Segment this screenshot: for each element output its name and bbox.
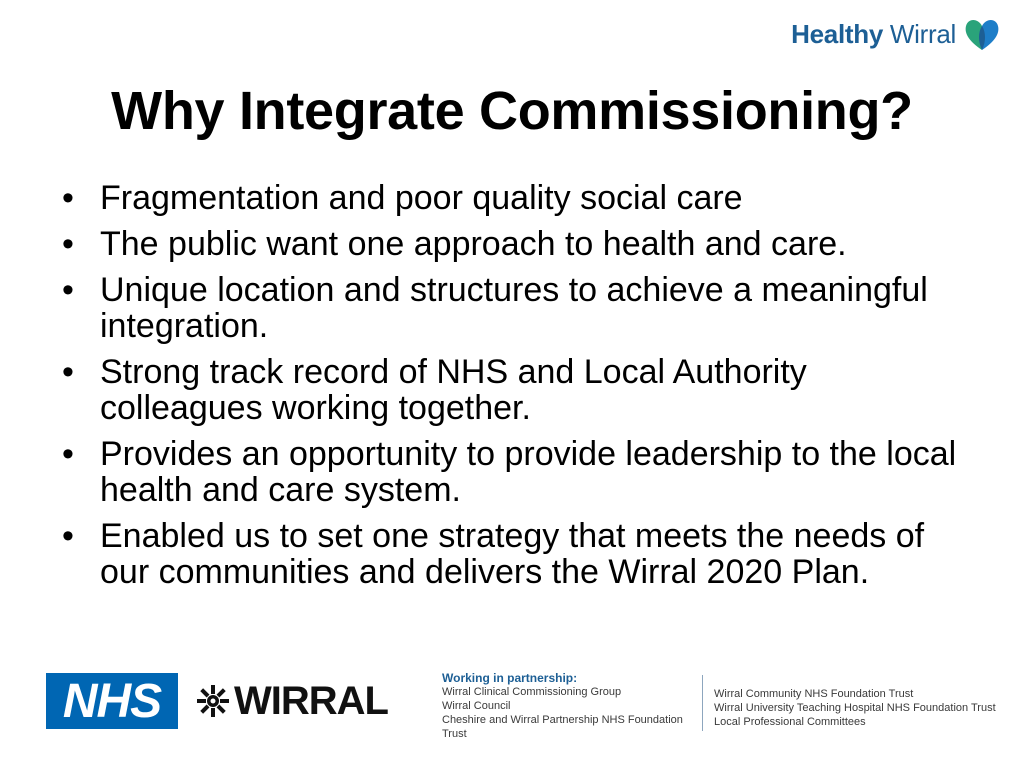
partner-name: Wirral Council bbox=[442, 700, 511, 712]
bullet-list bbox=[58, 180, 978, 600]
bullet-text: Strong track record of NHS and Local Authority colleagues working together. bbox=[100, 353, 807, 427]
bullet-text: The public want one approach to health and care. bbox=[100, 225, 847, 263]
bullet-dot: • bbox=[62, 435, 74, 473]
bullet-item bbox=[58, 518, 978, 590]
brand-word-wirral: Wirral bbox=[889, 18, 956, 49]
bullet-text: Unique location and structures to achieve a meaningful integration. bbox=[100, 271, 928, 345]
wirral-council-logo bbox=[196, 677, 388, 725]
wirral-wordmark: WIRRAL bbox=[234, 678, 388, 723]
heart-leaf-icon bbox=[962, 14, 1002, 54]
partnership-column-1 bbox=[442, 671, 702, 741]
bullet-item bbox=[58, 226, 978, 262]
bullet-dot: • bbox=[62, 353, 74, 391]
wirral-emblem-icon bbox=[196, 684, 230, 718]
partner-name: Cheshire and Wirral Partnership NHS Foundation Trust bbox=[442, 714, 683, 740]
healthy-wirral-logo bbox=[791, 14, 1002, 54]
partner-name: Wirral Clinical Commissioning Group bbox=[442, 686, 622, 698]
nhs-logo: NHS bbox=[46, 673, 178, 729]
brand-text bbox=[791, 19, 956, 50]
bullet-item bbox=[58, 436, 978, 508]
bullet-item bbox=[58, 180, 978, 216]
brand-word-healthy: Healthy bbox=[791, 18, 883, 49]
slide-title: Why Integrate Commissioning? bbox=[111, 81, 913, 141]
partnership-heading: Working in partnership: bbox=[442, 671, 578, 685]
partner-name: Local Professional Committees bbox=[714, 716, 866, 728]
partnership-column-2 bbox=[714, 687, 1014, 729]
footer bbox=[0, 655, 1024, 768]
bullet-item bbox=[58, 354, 978, 426]
partnership-divider bbox=[702, 675, 703, 731]
partner-name: Wirral University Teaching Hospital NHS Foundation Trust bbox=[714, 702, 996, 714]
bullet-dot: • bbox=[62, 517, 74, 555]
partner-name: Wirral Community NHS Foundation Trust bbox=[714, 688, 914, 700]
bullet-text: Fragmentation and poor quality social care bbox=[100, 179, 743, 217]
bullet-text: Provides an opportunity to provide leadership to the local health and care system. bbox=[100, 435, 957, 509]
bullet-dot: • bbox=[62, 179, 74, 217]
bullet-item bbox=[58, 272, 978, 344]
bullet-text: Enabled us to set one strategy that meets the needs of our communities and delivers the Wirral 2020 Plan. bbox=[100, 517, 925, 591]
bullet-dot: • bbox=[62, 271, 74, 309]
bullet-dot: • bbox=[62, 225, 74, 263]
